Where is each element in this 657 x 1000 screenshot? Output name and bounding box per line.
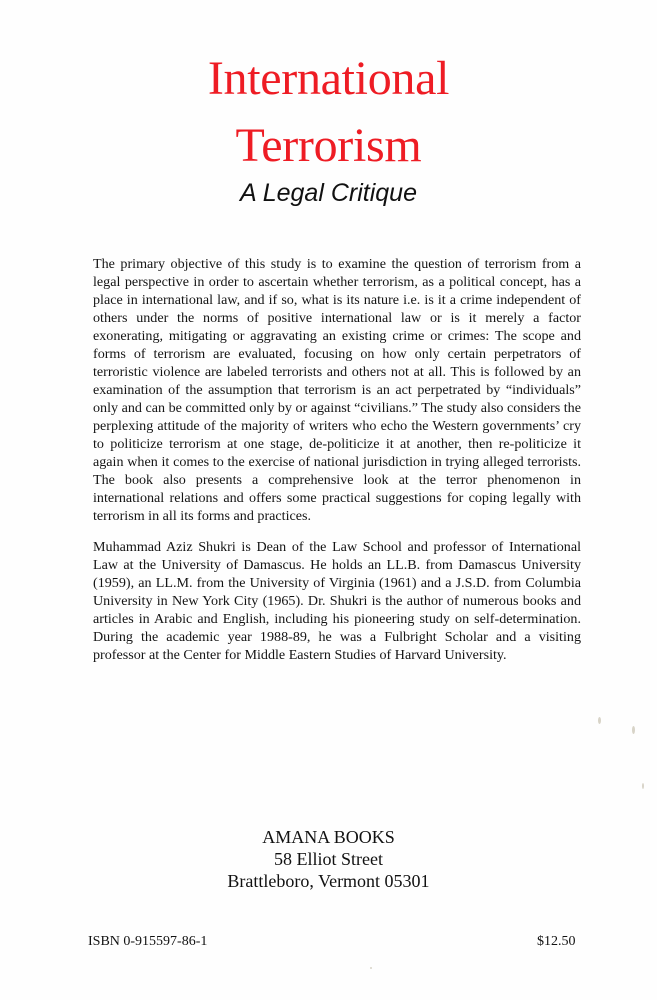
publisher-street: 58 Elliot Street	[274, 849, 383, 869]
publisher-name: AMANA BOOKS	[262, 827, 395, 847]
isbn-label: ISBN 0-915597-86-1	[88, 934, 208, 949]
publisher-block	[0, 826, 657, 892]
print-speck	[598, 717, 601, 724]
print-speck	[370, 967, 372, 969]
print-speck	[632, 726, 635, 734]
price-label: $12.50	[537, 934, 576, 949]
print-speck	[642, 783, 644, 789]
author-bio-paragraph: Muhammad Aziz Shukri is Dean of the Law School and professor of International Law at the University of Damascus. He holds an LL.B. from Damascus University (1959), an LL.M. from the University of Virginia (1961) and a J.S.D. from Columbia University in New York City (1965). Dr. Shukri is the author of numerous books and articles in Arabic and English, including his pioneering study on self-determination. During the academic year 1988-89, he was a Fulbright Scholar and a visiting professor at the Center for Middle Eastern Studies of Harvard University.	[93, 539, 581, 664]
publisher-city: Brattleboro, Vermont 05301	[227, 871, 430, 891]
book-description-paragraph: The primary objective of this study is to examine the question of terrorism from a legal perspective in order to ascertain whether terrorism, as a political concept, has a place in international law, and if so, what is its nature i.e. is it a crime independent of others under the norms of positive international law or is it merely a factor exonerating, mitigating or aggravating an existing crime or crimes: The scope and forms of terrorism are evaluated, focusing on how only certain perpetrators of terroristic violence are labeled terrorists and others not at all. This is followed by an examination of the assumption that terrorism is an act perpetrated by “individuals” only and can be committed only by or against “civilians.” The study also considers the perplexing attitude of the majority of writers who echo the Western governments’ cry to politicize terrorism at one stage, de-politicize it at another, then re-politicize it again when it comes to the exercise of national jurisdiction in trying alleged terrorists. The book also presents a comprehensive look at the terror phenomenon in international relations and offers some practical suggestions for coping legally with terrorism in all its forms and practices.	[93, 256, 581, 525]
book-title-line-1: International	[207, 52, 450, 105]
book-title-line-2: Terrorism	[235, 119, 422, 172]
book-subtitle: A Legal Critique	[240, 179, 417, 207]
